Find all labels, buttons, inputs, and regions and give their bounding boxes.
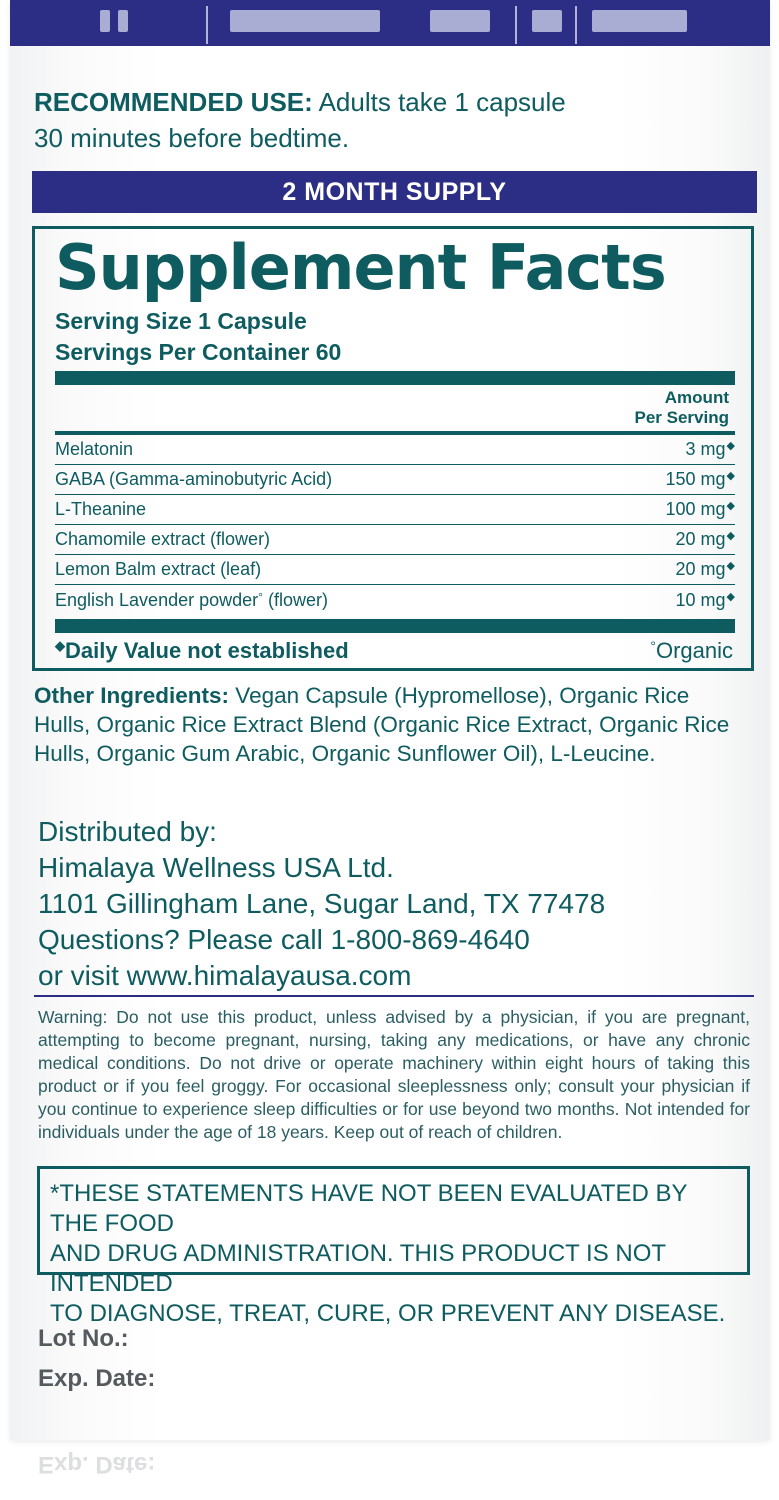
company-address: 1101 Gillingham Lane, Sugar Land, TX 77478 [38, 888, 606, 919]
ingredient-row [55, 585, 735, 615]
distributor-info [38, 814, 738, 994]
fda-disclaimer-text [50, 1179, 740, 1329]
top-brand-band [10, 0, 770, 46]
section-divider [34, 995, 754, 997]
band-divider [575, 6, 577, 44]
diamond-icon: ◆ [726, 560, 735, 572]
distributed-by-label: Distributed by: [38, 816, 217, 847]
expiration-date-label: Exp. Date: [38, 1365, 156, 1392]
daily-value-footnote [55, 638, 349, 664]
ingredient-name [55, 590, 328, 611]
amount-header-line2: Per Serving [634, 408, 729, 427]
ingredient-amount: 20 mg [675, 529, 726, 549]
contact-website: or visit www.himalayausa.com [38, 960, 412, 991]
brand-mark [100, 10, 110, 32]
recommended-use-line2: 30 minutes before bedtime. [34, 123, 350, 153]
fda-line: AND DRUG ADMINISTRATION. THIS PRODUCT IS NOT INTENDED [50, 1240, 666, 1297]
warning-text: Warning: Do not use this product, unless advised by a physician, if you are pregnant, attempting to become pregnant, nursing, taking any medications, or have any chronic medical conditions. Do not drive or operate machinery within eight hours of taking this product or if you feel groggy. For occasional sleeplessness only; consult your physician if you continue to experience sleep difficulties or for use beyond two months. Not intended for individuals under the age of 18 years. Keep out of reach of children. [38, 1007, 750, 1142]
company-name: Himalaya Wellness USA Ltd. [38, 852, 394, 883]
other-ingredients-label: Other Ingredients: [34, 683, 230, 708]
band-divider [206, 6, 208, 44]
serving-size: Serving Size 1 Capsule [55, 308, 307, 334]
other-ingredients-text: Vegan Capsule (Hypromellose), Organic Rice Hulls, Organic Rice Extract Blend (Organic Rice Extract, Organic Rice Hulls, Organic Gum Arabic, Organic Sunflower Oil), L-Leucine. [34, 683, 730, 766]
brand-mark [532, 10, 562, 32]
reflection-exp-date: Exp. Date: [38, 1451, 156, 1478]
diamond-icon: ◆ [726, 470, 735, 482]
ingredient-name: GABA (Gamma-aminobutyric Acid) [55, 469, 333, 489]
ingredient-amount: 20 mg [675, 559, 726, 579]
recommended-use-line1: Adults take 1 capsule [318, 87, 566, 117]
recommended-use-label: RECOMMENDED USE: [34, 87, 313, 117]
daily-value-text: Daily Value not established [65, 638, 349, 663]
organic-text: Organic [655, 638, 733, 663]
ingredient-amount: 10 mg [675, 589, 726, 610]
organic-footnote [650, 638, 733, 664]
diamond-icon: ◆ [726, 590, 735, 603]
supplement-facts-panel [32, 226, 754, 671]
ingredient-amount: 100 mg [665, 499, 726, 519]
ingredient-name-main: English Lavender powder [55, 589, 259, 610]
brand-mark [230, 10, 380, 32]
ingredient-row [55, 555, 735, 585]
amount-header-line1: Amount [664, 388, 729, 407]
ingredient-row [55, 525, 735, 555]
band-divider [515, 6, 517, 44]
amount-per-serving-header [635, 388, 730, 428]
contact-phone: Questions? Please call 1-800-869-4640 [38, 924, 530, 955]
diamond-icon: ◆ [55, 638, 65, 653]
brand-mark [592, 10, 687, 32]
fda-disclaimer-box [37, 1166, 750, 1327]
ingredient-name: Lemon Balm extract (leaf) [55, 559, 262, 579]
supplement-facts-title: Supplement Facts [55, 231, 666, 304]
fda-line: *THESE STATEMENTS HAVE NOT BEEN EVALUATED BY THE FOOD [50, 1180, 688, 1237]
organic-degree-icon: ° [650, 638, 656, 654]
diamond-icon: ◆ [726, 440, 735, 452]
ingredient-name-part: (flower) [262, 589, 328, 610]
lot-number-label: Lot No.: [38, 1325, 129, 1352]
ingredient-name: Chamomile extract (flower) [55, 529, 271, 549]
organic-degree-icon: ° [258, 589, 263, 604]
ingredient-row [55, 495, 735, 525]
ingredient-rows [55, 435, 735, 615]
ingredient-amount: 150 mg [665, 469, 726, 489]
facts-divider-thick [55, 619, 735, 633]
ingredient-name: L-Theanine [55, 499, 147, 519]
recommended-use [34, 84, 734, 156]
ingredient-name: Melatonin [55, 439, 134, 459]
ingredient-row [55, 435, 735, 465]
brand-mark [430, 10, 490, 32]
other-ingredients [34, 681, 734, 768]
diamond-icon: ◆ [726, 500, 735, 512]
facts-divider-thick [55, 371, 735, 385]
diamond-icon: ◆ [726, 530, 735, 542]
ingredient-amount: 3 mg [685, 439, 726, 459]
brand-mark [118, 10, 128, 32]
supply-banner: 2 MONTH SUPPLY [32, 171, 757, 213]
servings-per-container: Servings Per Container 60 [55, 339, 342, 365]
ingredient-row [55, 465, 735, 495]
fda-line: TO DIAGNOSE, TREAT, CURE, OR PREVENT ANY DISEASE. [50, 1300, 726, 1327]
